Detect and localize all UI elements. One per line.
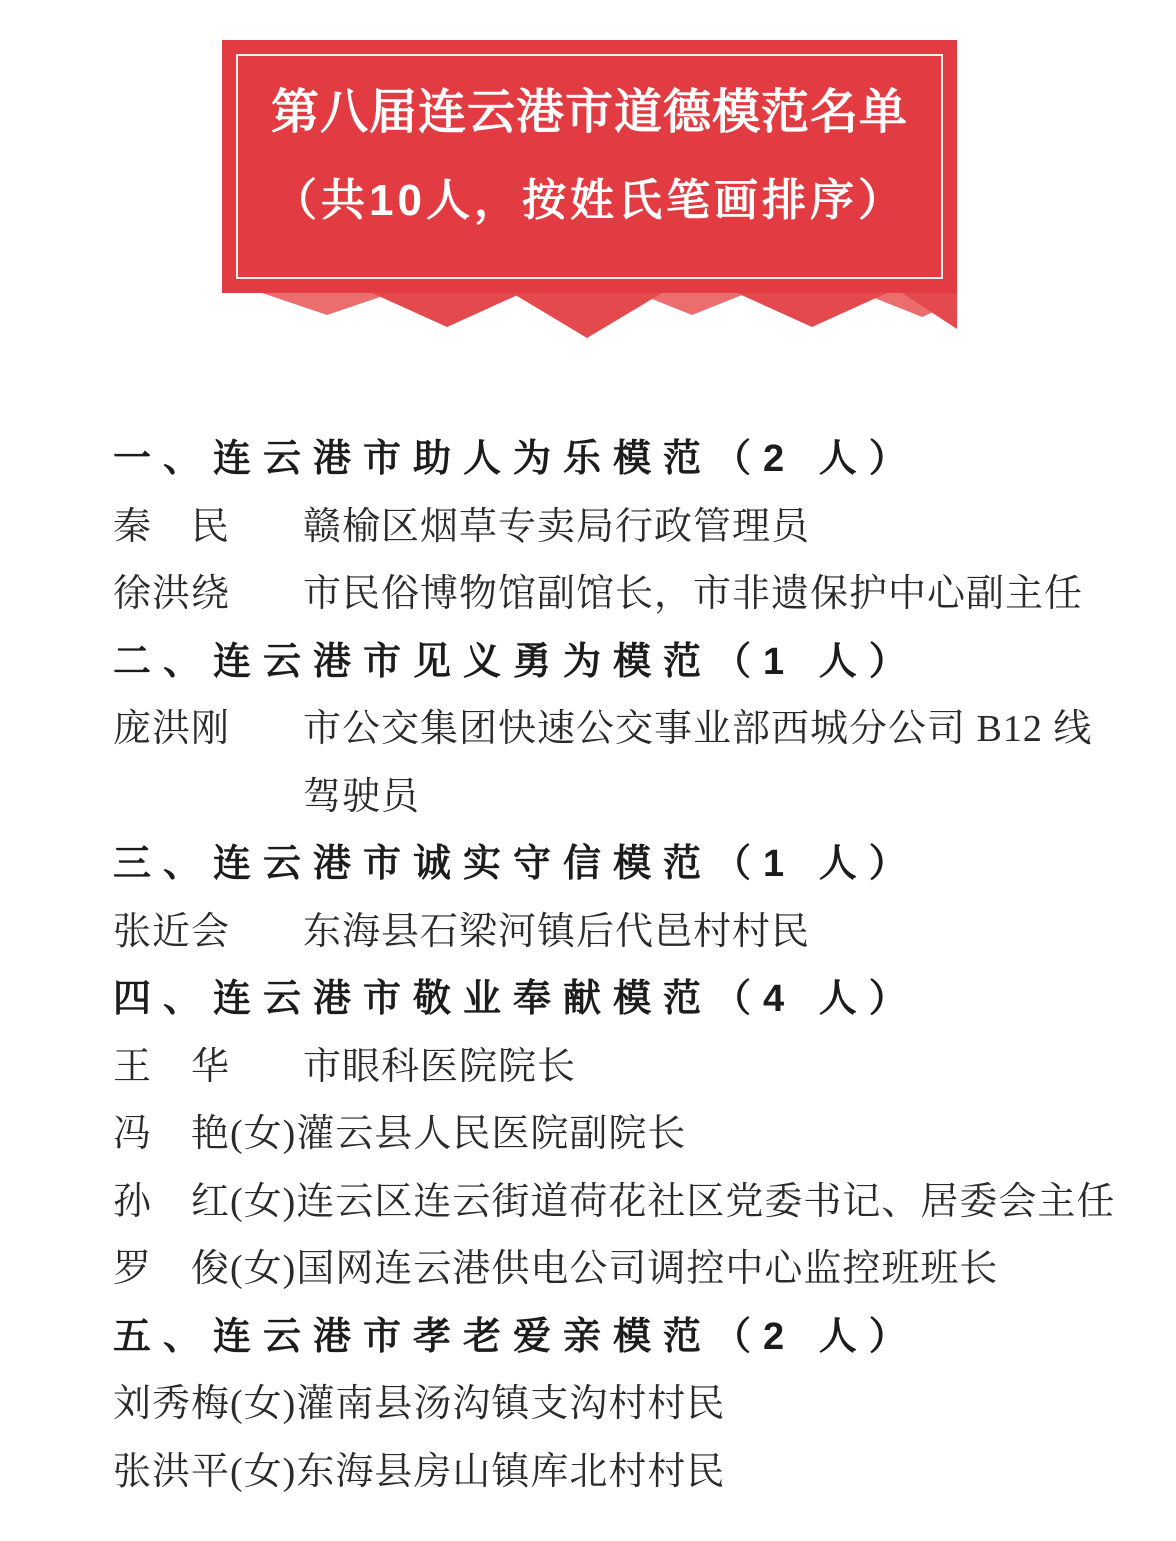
section-heading-1: 一、连云港市助人为乐模范（2 人） — [113, 438, 919, 481]
entry-name: 庞洪刚 — [113, 708, 231, 751]
entry-position: 东海县石梁河镇后代邑村村民 — [303, 910, 811, 953]
entry-name: 罗 俊 — [113, 1248, 231, 1291]
entry-gender: (女) — [230, 1450, 297, 1493]
entry-position: 市民俗博物馆副馆长，市非遗保护中心副主任 — [303, 573, 1084, 616]
entry-position: 东海县房山镇库北村村民 — [296, 1450, 726, 1493]
model-entry-row — [113, 556, 1113, 624]
entry-name: 孙 红 — [113, 1180, 231, 1223]
model-entry-row — [113, 489, 1113, 557]
zigzag-triangle-dark — [737, 293, 887, 327]
entry-gender: (女) — [230, 1180, 297, 1223]
entry-position: 市公交集团快速公交事业部西城分公司 B12 线 — [303, 708, 1093, 751]
model-entry-row — [113, 691, 1113, 759]
model-entry-row — [113, 1164, 1116, 1232]
entry-name: 张近会 — [113, 910, 231, 953]
entry-gender: (女) — [230, 1383, 297, 1426]
model-entry-row — [113, 1029, 1113, 1097]
section-heading-3: 三、连云港市诚实守信模范（1 人） — [113, 843, 919, 886]
zigzag-triangle-dark — [372, 293, 522, 327]
section-heading-5: 五、连云港市孝老爱亲模范（2 人） — [113, 1315, 919, 1358]
entry-gender: (女) — [230, 1248, 297, 1291]
section-heading-2: 二、连云港市见义勇为模范（1 人） — [113, 640, 919, 683]
entry-position: 市眼科医院院长 — [303, 1045, 577, 1088]
entry-name: 王 华 — [113, 1045, 231, 1088]
banner-title: 第八届连云港市道德模范名单 — [270, 86, 908, 139]
banner-ribbon-zigzag — [222, 293, 957, 341]
entry-position: 国网连云港供电公司调控中心监控班班长 — [296, 1248, 999, 1291]
model-entry-row — [113, 1434, 1113, 1502]
model-entry-row — [113, 1231, 1113, 1299]
model-entry-row — [113, 1366, 1113, 1434]
entry-position: 灌南县汤沟镇支沟村村民 — [296, 1383, 726, 1426]
zigzag-triangle-light — [262, 293, 392, 315]
entry-position: 连云区连云街道荷花社区党委书记、居委会主任 — [296, 1180, 1116, 1223]
title-banner — [222, 40, 957, 341]
banner-subtitle: （共10人，按姓氏笔画排序） — [273, 176, 906, 225]
entry-name: 刘秀梅 — [113, 1383, 231, 1426]
entry-position: 灌云县人民医院副院长 — [296, 1113, 687, 1156]
entry-name: 张洪平 — [113, 1450, 231, 1493]
section-heading-4: 四、连云港市敬业奉献模范（4 人） — [113, 978, 919, 1021]
entry-position-line2: 驾驶员 — [303, 775, 421, 818]
entry-name: 徐洪绕 — [113, 573, 231, 616]
entry-gender: (女) — [230, 1113, 297, 1156]
entry-name: 秦 民 — [113, 505, 231, 548]
model-entry-row — [113, 894, 1113, 962]
banner-background — [222, 40, 957, 293]
model-entry-row — [113, 1096, 1113, 1164]
model-list — [113, 421, 1116, 1501]
model-entry-row-continued — [113, 759, 1113, 827]
zigzag-triangle-dark — [512, 293, 662, 338]
entry-position: 赣榆区烟草专卖局行政管理员 — [303, 505, 811, 548]
entry-name: 冯 艳 — [113, 1113, 231, 1156]
